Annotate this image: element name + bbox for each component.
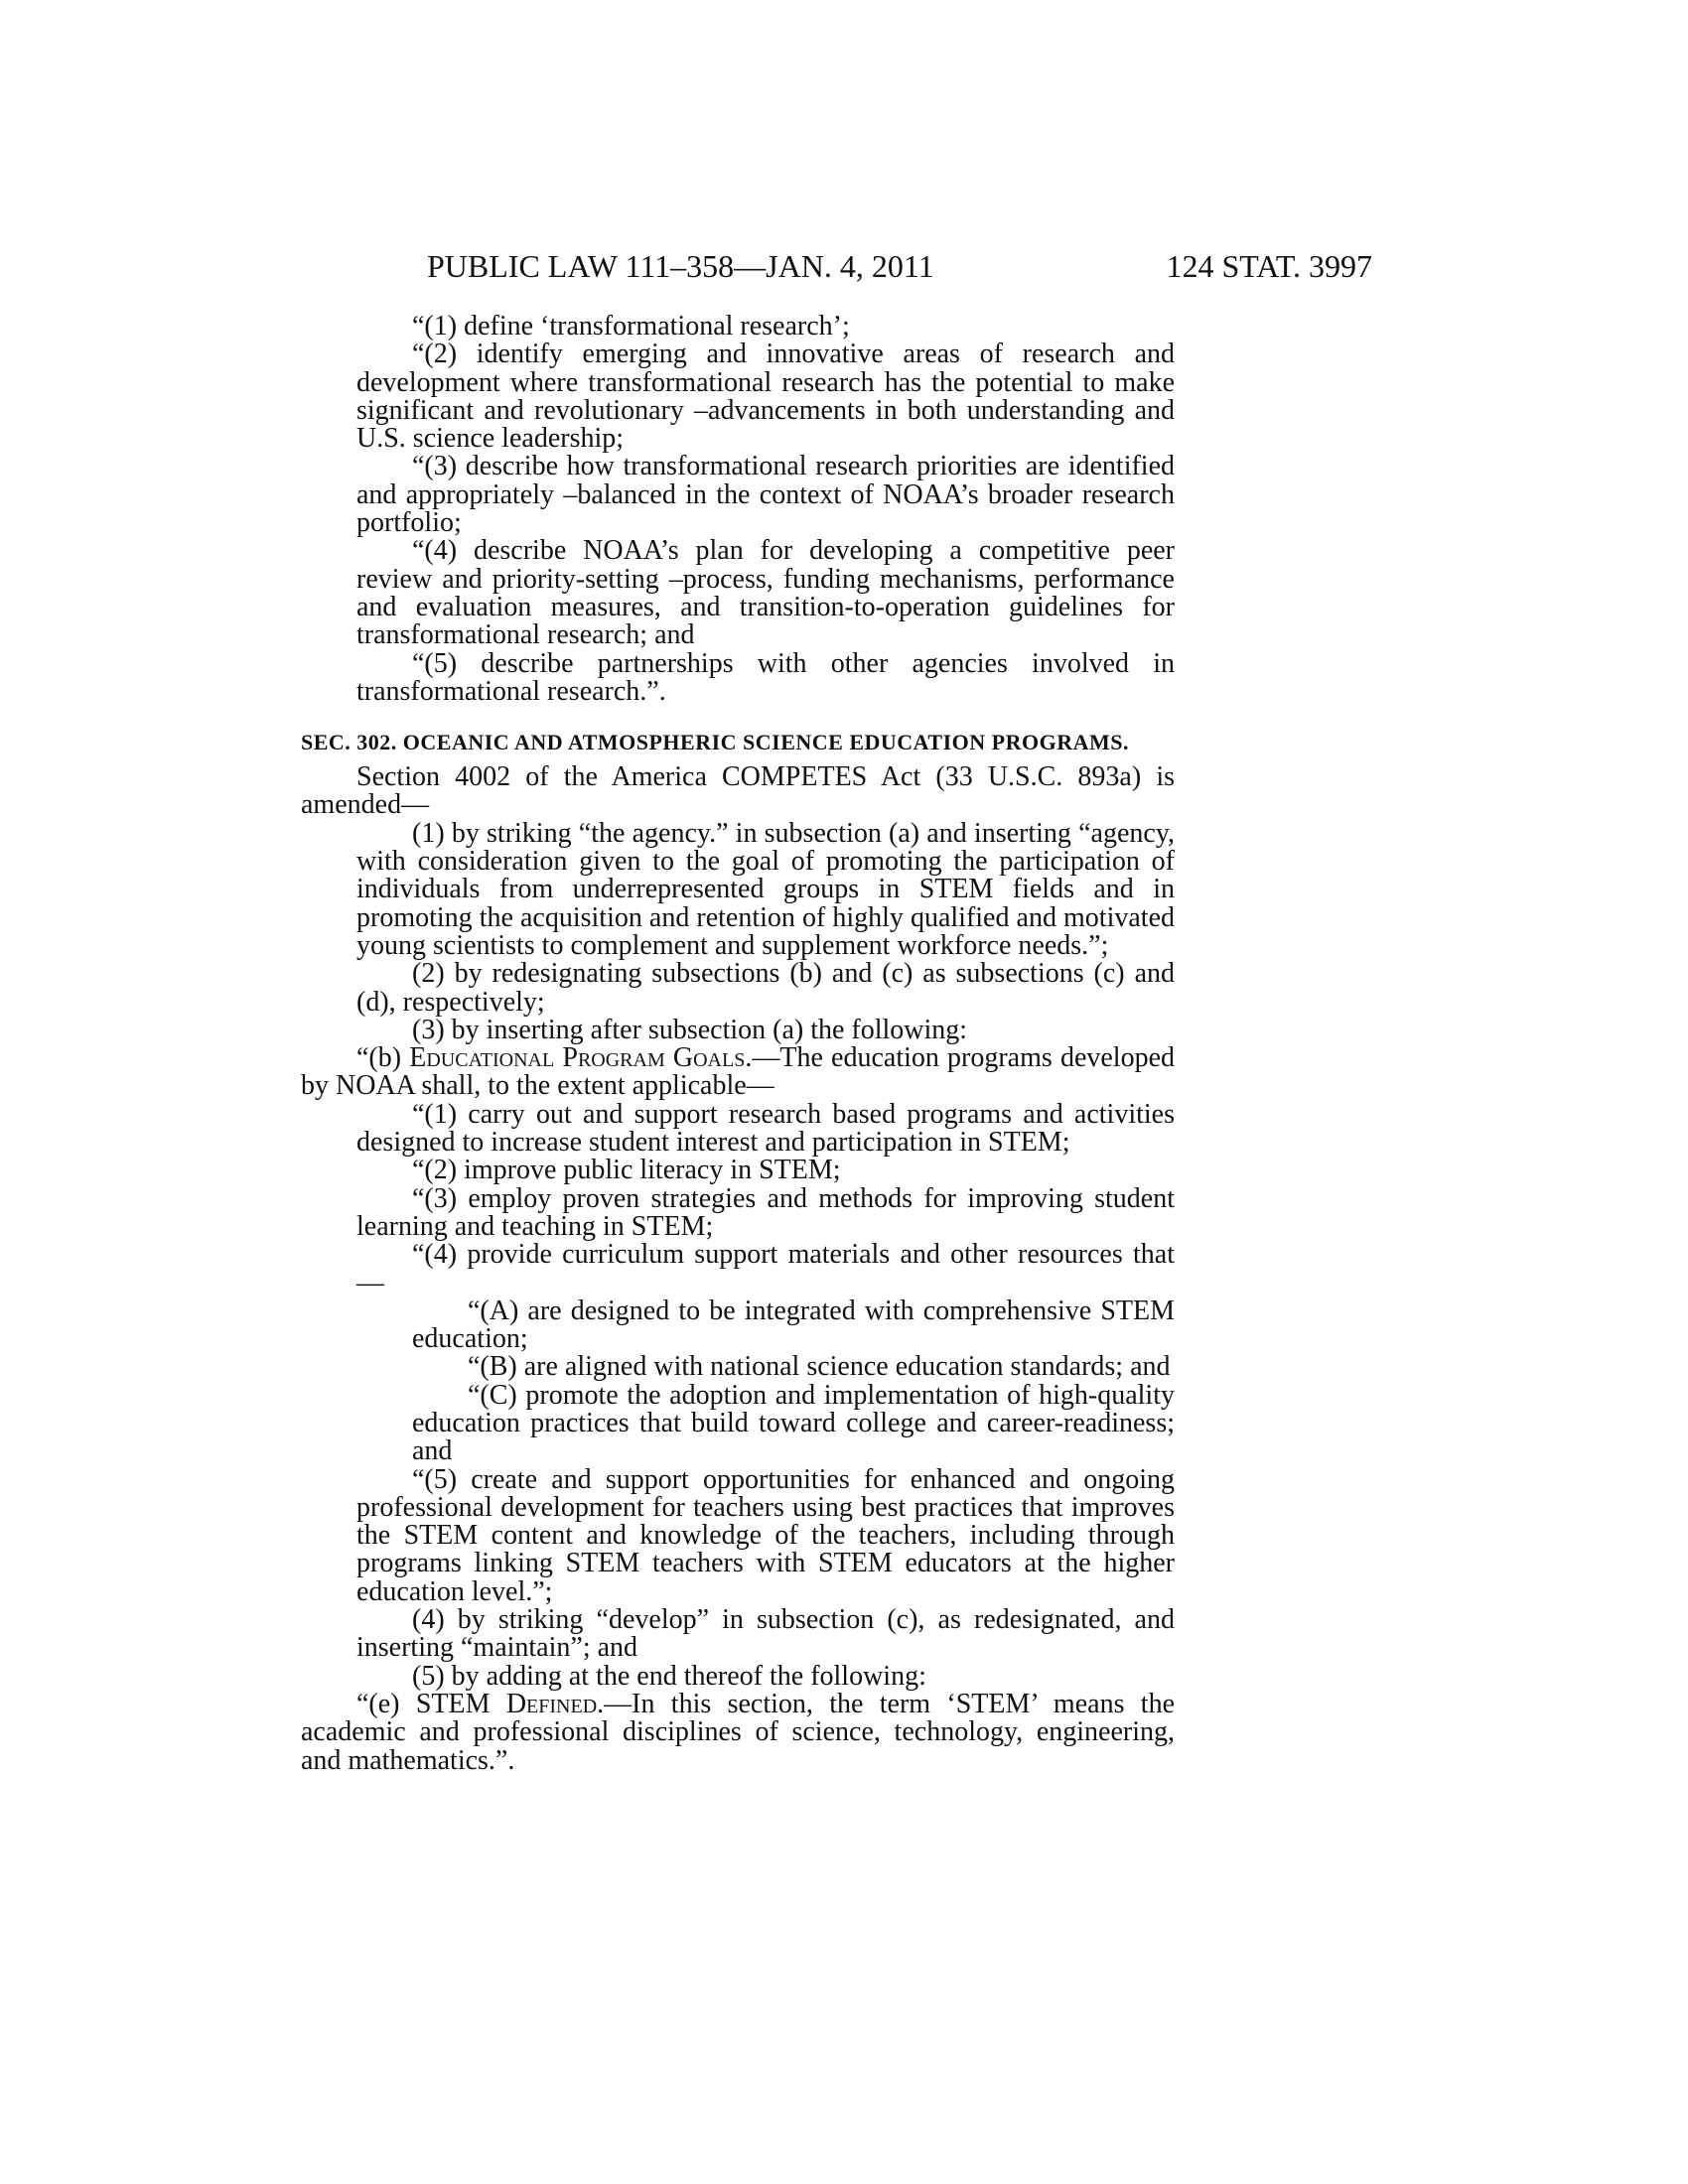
paragraph: “(2) improve public literacy in STEM; [412, 1155, 841, 1186]
paragraph: (2) by redesignating subsections (b) and (c) as subsections (c) and (d), respectively; [356, 958, 1175, 1018]
statute-page-number: 124 STAT. 3997 [1166, 248, 1372, 284]
paragraph: Section 4002 of the America COMPETES Act (33 U.S.C. 893a) is amended— [301, 761, 1175, 821]
paragraph [301, 1044, 1175, 1101]
paragraph: (4) by striking “develop” in subsection (c), as redesignated, and inserting “maintain”; and [356, 1604, 1175, 1664]
paragraph: “(4) provide curriculum support materials and other resources that— [356, 1239, 1175, 1298]
paragraph: (5) by adding at the end thereof the following: [412, 1660, 926, 1692]
paragraph-text: .—In this section, the term ‘STEM’ means the academic and professional disciplines of science, technology, engineering, and mathematics.”. [301, 1688, 1175, 1776]
paragraph: “(A) are designed to be integrated with comprehensive STEM education; [412, 1295, 1175, 1355]
public-law-citation: PUBLIC LAW 111–358—JAN. 4, 2011 [427, 248, 934, 284]
paragraph: “(3) describe how transformational research priorities are identified and appropriately –balanced in the context of NOAA’s broader research portfolio; [356, 451, 1175, 539]
section-heading: SEC. 302. OCEANIC AND ATMOSPHERIC SCIENCE EDUCATION PROGRAMS. [301, 730, 1129, 755]
paragraph-heading-smallcaps: Educational Program Goals [409, 1042, 746, 1074]
paragraph: “(1) define ‘transformational research’; [412, 311, 850, 341]
paragraph: “(B) are aligned with national science education standards; and [468, 1351, 1171, 1383]
paragraph [301, 1688, 1175, 1776]
paragraph: “(3) employ proven strategies and methods for improving student learning and teaching in STEM; [356, 1182, 1175, 1242]
paragraph: “(2) identify emerging and innovative areas of research and development where transformational research has the potential to make significant and revolutionary –advancements in both understanding and U.S. science leadership; [356, 339, 1175, 455]
paragraph: “(5) describe partnerships with other agencies involved in transformational research.”. [356, 647, 1175, 707]
paragraph: “(1) carry out and support research based programs and activities designed to increase student interest and participation in STEM; [356, 1098, 1175, 1159]
paragraph-text: .—The education programs developed by NOAA shall, to the extent applicable— [301, 1042, 1175, 1102]
paragraph: (1) by striking “the agency.” in subsection (a) and inserting “agency, with consideration given to the goal of promoting the participation of individuals from underrepresented groups in STEM fields and in promoting the acquisition and retention of highly qualified and motivated young scientists to complement and supplement workforce needs.”; [356, 817, 1175, 961]
paragraph-lead: “(b) [356, 1042, 410, 1074]
document-body [301, 313, 1175, 1775]
paragraph-lead: “(e) STEM [356, 1688, 506, 1719]
running-head [298, 246, 1372, 286]
paragraph: “(5) create and support opportunities for enhanced and ongoing professional development for teachers using best practices that improves the STEM content and knowledge of the teachers, including through programs linking STEM teachers with STEM educators at the higher education level.”; [356, 1463, 1175, 1607]
paragraph: “(C) promote the adoption and implementation of high-quality education practices that build toward college and career-readiness; and [412, 1379, 1175, 1467]
paragraph: (3) by inserting after subsection (a) the following: [412, 1014, 968, 1045]
paragraph-heading-smallcaps: Defined [505, 1688, 598, 1719]
paragraph: “(4) describe NOAA’s plan for developing a competitive peer review and priority-setting –process, funding mechanisms, performance and evaluation measures, and transition-to-operation guidelines for transformational research; and [356, 535, 1175, 651]
